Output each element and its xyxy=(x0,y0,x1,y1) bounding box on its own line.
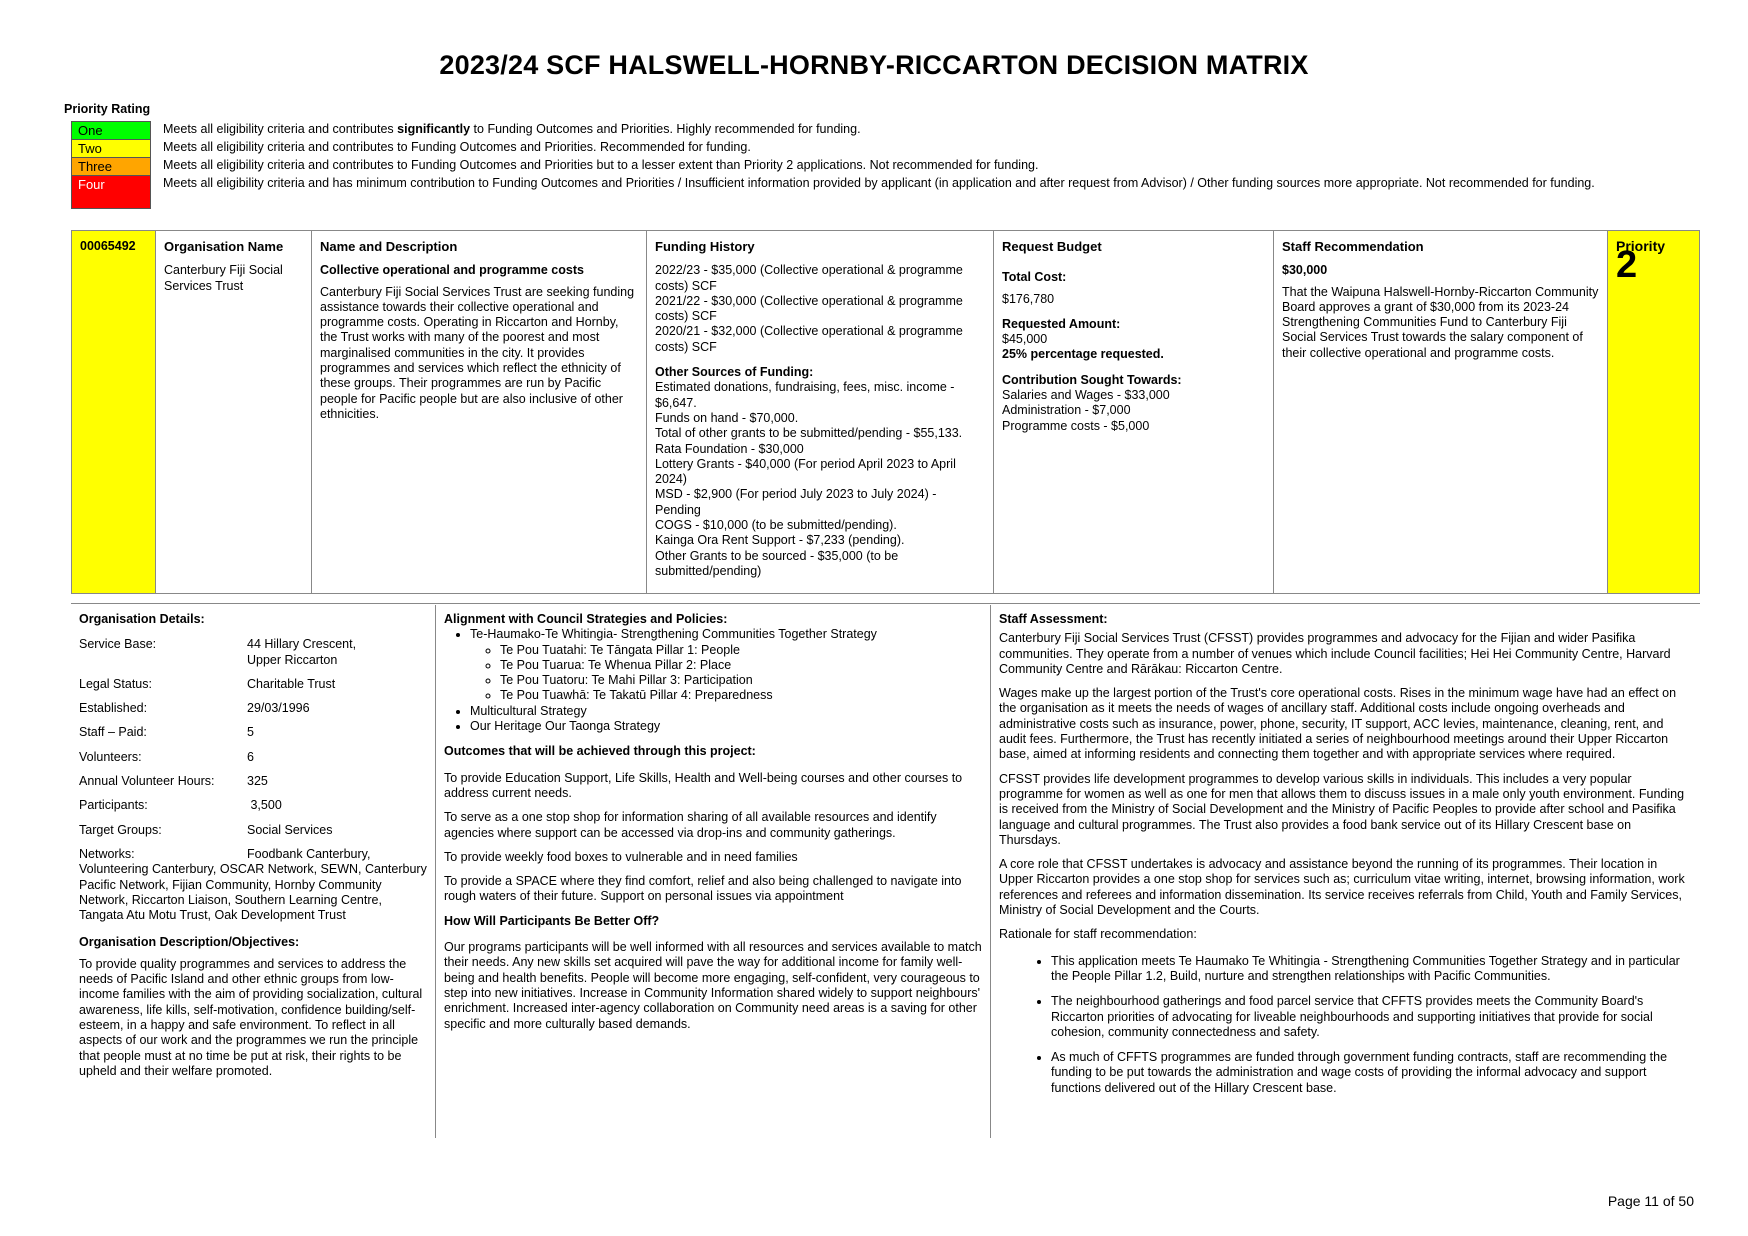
priority-rating-heading: Priority Rating xyxy=(64,102,151,116)
detail-value: 44 Hillary Crescent, Upper Riccarton xyxy=(247,637,357,667)
priority-legend-row xyxy=(71,139,1671,157)
detail-row xyxy=(79,637,429,668)
priority-description: Meets all eligibility criteria and contributes to Funding Outcomes and Priorities. Recommended for funding. xyxy=(163,140,751,154)
rationale-list xyxy=(999,954,1694,1096)
detail-row xyxy=(79,677,429,692)
organisation-details-list xyxy=(79,637,429,838)
column-divider-1 xyxy=(435,605,436,1138)
assessment-paragraph: A core role that CFSST undertakes is advocacy and assistance beyond the running of its programmes. Their location in Upper Riccarton provides a one stop shop for services such as; curriculum vitae writing, internet, browsing information, work references and referees and information dissemination. Its service receives referrals from Child, Youth and Family Services, Ministry of Social Development and the Courts. xyxy=(999,857,1685,918)
networks-first: Foodbank Canterbury, xyxy=(247,846,371,861)
outcome-item: To provide weekly food boxes to vulnerable and in need families xyxy=(444,849,798,864)
staff-recommendation-text: That the Waipuna Halswell-Hornby-Riccarton Community Board approves a grant of $30,000 from its 2023-24 Strengthening Communities Fund to Canterbury Fiji Social Services Trust towards the salary component of their collective operational and programme costs. xyxy=(1282,284,1599,360)
total-cost-label: Total Cost: xyxy=(1002,270,1067,285)
pillar-item: ◦ Te Pou Tuarua: Te Whenua Pillar 2: Place xyxy=(500,658,984,673)
funding-history-cell xyxy=(647,231,994,593)
other-source-item: COGS - $10,000 (to be submitted/pending). xyxy=(655,518,897,533)
other-sources-list xyxy=(655,380,985,579)
priority-description: Meets all eligibility criteria and contributes significantly to Funding Outcomes and Priorities. Highly recommended for funding. xyxy=(163,122,861,136)
detail-label: Service Base: xyxy=(79,637,157,652)
other-source-item: Estimated donations, fundraising, fees, misc. income - $6,647. xyxy=(655,380,955,410)
priority-value: 2 xyxy=(1616,244,1638,287)
requested-amount-label: Requested Amount: xyxy=(1002,316,1121,331)
priority-header: Priority xyxy=(1616,238,1666,254)
detail-row xyxy=(79,701,429,716)
outcomes-list xyxy=(444,771,984,905)
staff-assessment-heading: Staff Assessment: xyxy=(999,612,1108,626)
detail-value: Charitable Trust xyxy=(247,676,336,691)
objectives-text: To provide quality programmes and services to address the needs of Pacific Island and other ethnic groups from low-income families with the aim of providing socialization, cultural awareness, life kills, self-motivation, confidence building/self-esteem, in a happy and safe environment. To reflect in all aspects of our work and the programmes we run the principle that people must at no time be put at risk, their rights to be upheld and their welfare promoted. xyxy=(79,956,423,1078)
contribution-item: Salaries and Wages - $33,000 xyxy=(1002,388,1170,403)
column-divider-2 xyxy=(990,605,991,1138)
detail-value: 325 xyxy=(247,774,268,789)
detail-value: 29/03/1996 xyxy=(247,701,310,716)
detail-label: Annual Volunteer Hours: xyxy=(79,774,215,789)
priority-legend-row xyxy=(71,175,1671,209)
detail-row xyxy=(79,823,429,838)
other-sources-header: Other Sources of Funding: xyxy=(655,365,814,380)
priority-cell xyxy=(1608,231,1699,593)
outcome-item: To provide a SPACE where they find comfort, relief and also being challenged to navigate into rough waters of their future. Support on personal issues via appointment xyxy=(444,874,962,904)
project-description: Canterbury Fiji Social Services Trust are seeking funding assistance towards their collective operational and programme costs. Operating in Riccarton and Hornby, the Trust works with many of the poorest and most marginalised communities in the city. It provides programmes and services which reflect the ethnicity of these groups. Their programmes are run by Pacific people for Pacific people but are also inclusive of other ethnicities. xyxy=(320,284,635,421)
staff-assessment-panel xyxy=(999,612,1694,1106)
detail-value: 6 xyxy=(247,749,254,764)
name-description-header: Name and Description xyxy=(320,239,458,254)
page-title: 2023/24 SCF HALSWELL-HORNBY-RICCARTON DECISION MATRIX xyxy=(439,50,1309,80)
detail-value: 3,500 xyxy=(247,798,282,813)
assessment-paragraph: Wages make up the largest portion of the Trust's core operational costs. Rises in the minimum wage have had an effect on the organisation as it meets the needs of wages of ancillary staff. Additional costs include ongoing overheads and administrative costs such as insurance, power, phone, security, IT support, ACC levies, maintenance, cleaning, rent, and audit fees. Furthermore, the Trust has recently initiated a series of neighbourhood meetings around their Upper Riccarton base, aimed at informing residents and connecting them together and with appropriate services where required. xyxy=(999,686,1677,762)
networks-list: Volunteering Canterbury, OSCAR Network, SEWN, Canterbury Pacific Network, Fijian Community, Hornby Community Network, Riccarton Liaison, Southern Learning Centre, Tangata Atu Motu Trust, Oak Development Trust xyxy=(79,862,427,923)
organisation-details-panel xyxy=(79,612,429,1079)
pillar-item: ◦ Te Pou Tuawhā: Te Takatū Pillar 4: Preparedness xyxy=(500,688,984,703)
funding-history-item: 2021/22 - $30,000 (Collective operational & programme costs) SCF xyxy=(655,293,963,324)
strategy-list xyxy=(444,627,984,734)
other-source-item: Rata Foundation - $30,000 xyxy=(655,441,804,456)
application-id: 00065492 xyxy=(80,239,136,253)
priority-swatch-one: One xyxy=(71,121,151,139)
other-source-item: Lottery Grants - $40,000 (For period April 2023 to April 2024) xyxy=(655,456,956,487)
better-off-text: Our programs participants will be well informed with all resources and services available to match their needs. Any new skills set acquired will pave the way for additional income for family well-being and health benefits. People will become more engaging, self-confident, very courageous to step into new initiatives. Increase in Community Information shared widely to support neighbours' enrichment. Increased inter-agency collaboration on Community need areas is a saving for other specific and more culturally based demands. xyxy=(444,940,982,1031)
objectives-heading: Organisation Description/Objectives: xyxy=(79,935,300,950)
organisation-name-header: Organisation Name xyxy=(164,239,284,254)
rationale-item: • This application meets Te Haumako Te Whitingia - Strengthening Communities Together Strategy and in particular the People Pillar 1.2, Build, nurture and strengthen relationships with Pacific Communities. xyxy=(1051,954,1694,985)
assessment-paragraph: CFSST provides life development programmes to develop various skills in individuals. This includes a very popular programme for women as well as one for men that allows them to discuss issues in a male only youth environment. Funding is received from the Ministry of Social Development and the Ministry of Pacific Peoples to provide after school and Pasifika language and cultural programmes. The Trust also provides a food bank service out of its Hillary Crescent base on Thursdays. xyxy=(999,771,1685,847)
rationale-item: • The neighbourhood gatherings and food parcel service that CFFTS provides meets the Community Board's Riccarton priorities of advocating for liveable neighbourhoods and supporting initiatives that provide for social cohesion, community connectedness and safety. xyxy=(1051,994,1694,1040)
networks-block xyxy=(79,847,429,923)
organisation-cell xyxy=(156,231,312,593)
detail-label: Target Groups: xyxy=(79,822,162,837)
outcomes-heading: Outcomes that will be achieved through this project: xyxy=(444,744,756,759)
requested-amount-value: $45,000 xyxy=(1002,332,1048,347)
pillar-list xyxy=(470,643,984,704)
detail-label: Staff – Paid: xyxy=(79,725,147,740)
better-off-heading: How Will Participants Be Better Off? xyxy=(444,913,660,928)
other-source-item: Funds on hand - $70,000. xyxy=(655,410,799,425)
recommended-amount: $30,000 xyxy=(1282,263,1328,278)
detail-value: 5 xyxy=(247,725,254,740)
assessment-paragraph: Canterbury Fiji Social Services Trust (CFSST) provides programmes and advocacy for the Fijian and wider Pasifika communities. They operate from a number of venues which include Council facilities; Hei Hei Community Centre, Harvard Community Centre and Rārākau: Riccarton Centre. xyxy=(999,631,1671,676)
detail-label: Volunteers: xyxy=(79,749,142,764)
priority-description: Meets all eligibility criteria and has minimum contribution to Funding Outcomes and Priorities / Insufficient information provided by applicant (in application and after request from Advisor) / Other funding sources more appropriate. Not recommended for funding. xyxy=(163,176,1595,190)
detail-row xyxy=(79,725,429,740)
outcome-item: To provide Education Support, Life Skills, Health and Well-being courses and other courses to address current needs. xyxy=(444,770,963,800)
alignment-heading: Alignment with Council Strategies and Policies: xyxy=(444,612,728,626)
strategy-name: Te-Haumako-Te Whitingia- Strengthening Communities Together Strategy xyxy=(470,627,877,642)
outcome-item: To serve as a one stop shop for information sharing of all available resources and identify agencies where support can be accessed via drop-ins and community gatherings. xyxy=(444,810,937,840)
other-source-item: Total of other grants to be submitted/pending - $55,133. xyxy=(655,426,963,441)
other-source-item: MSD - $2,900 (For period July 2023 to July 2024) - Pending xyxy=(655,487,937,517)
pillar-item: ◦ Te Pou Tuatoru: Te Mahi Pillar 3: Participation xyxy=(500,673,984,688)
contribution-label: Contribution Sought Towards: xyxy=(1002,372,1182,387)
page-number: Page 11 of 50 xyxy=(1607,1193,1694,1209)
organisation-name: Canterbury Fiji Social Services Trust xyxy=(164,263,283,293)
priority-swatch-four: Four xyxy=(71,175,151,209)
other-source-item: Kainga Ora Rent Support - $7,233 (pending). xyxy=(655,533,905,548)
staff-recommendation-cell xyxy=(1274,231,1608,593)
other-source-item: Other Grants to be sourced - $35,000 (to be submitted/pending) xyxy=(655,548,899,578)
detail-row xyxy=(79,798,429,813)
request-budget-header: Request Budget xyxy=(1002,239,1102,254)
request-budget-cell xyxy=(994,231,1274,593)
project-title: Collective operational and programme costs xyxy=(320,263,584,278)
pillar-item: ◦ Te Pou Tuatahi: Te Tāngata Pillar 1: People xyxy=(500,643,984,658)
contribution-list xyxy=(1002,388,1265,434)
staff-recommendation-header: Staff Recommendation xyxy=(1282,239,1424,254)
assessment-paragraphs xyxy=(999,631,1694,918)
alignment-panel xyxy=(444,612,984,1032)
priority-swatch-three: Three xyxy=(71,157,151,175)
funding-history-header: Funding History xyxy=(655,239,755,254)
application-id-cell xyxy=(72,231,156,593)
contribution-item: Administration - $7,000 xyxy=(1002,403,1131,418)
detail-label: Participants: xyxy=(79,798,148,813)
rationale-item: • As much of CFFTS programmes are funded through government funding contracts, staff are recommending the funding to be put towards the administration and wage costs of providing the informal advocacy and support functions delivered out of the Hillary Crescent base. xyxy=(1051,1050,1694,1096)
networks-label: Networks: xyxy=(79,846,135,861)
funding-history-list xyxy=(655,263,985,355)
rationale-heading: Rationale for staff recommendation: xyxy=(999,927,1197,942)
detail-row xyxy=(79,750,429,765)
total-cost-value: $176,780 xyxy=(1002,291,1055,306)
strategy-item: • Multicultural Strategy xyxy=(470,704,984,719)
section-divider xyxy=(71,603,1700,604)
priority-legend-row xyxy=(71,121,1671,139)
priority-legend-row xyxy=(71,157,1671,175)
detail-label: Established: xyxy=(79,701,148,716)
organisation-details-heading: Organisation Details: xyxy=(79,612,205,626)
strategy-item xyxy=(470,627,984,703)
detail-value: Social Services xyxy=(247,822,333,837)
funding-history-item: 2022/23 - $35,000 (Collective operational & programme costs) SCF xyxy=(655,263,963,293)
contribution-item: Programme costs - $5,000 xyxy=(1002,418,1150,433)
funding-history-item: 2020/21 - $32,000 (Collective operational & programme costs) SCF xyxy=(655,324,963,354)
application-summary-table xyxy=(71,230,1700,594)
priority-legend xyxy=(71,121,1671,209)
priority-description: Meets all eligibility criteria and contributes to Funding Outcomes and Priorities but to a lesser extent than Priority 2 applications. Not recommended for funding. xyxy=(163,158,1039,172)
priority-swatch-two: Two xyxy=(71,139,151,157)
detail-label: Legal Status: xyxy=(79,676,152,691)
description-cell xyxy=(312,231,647,593)
strategy-item: • Our Heritage Our Taonga Strategy xyxy=(470,719,984,734)
requested-percentage: 25% percentage requested. xyxy=(1002,347,1164,362)
detail-row xyxy=(79,774,429,789)
